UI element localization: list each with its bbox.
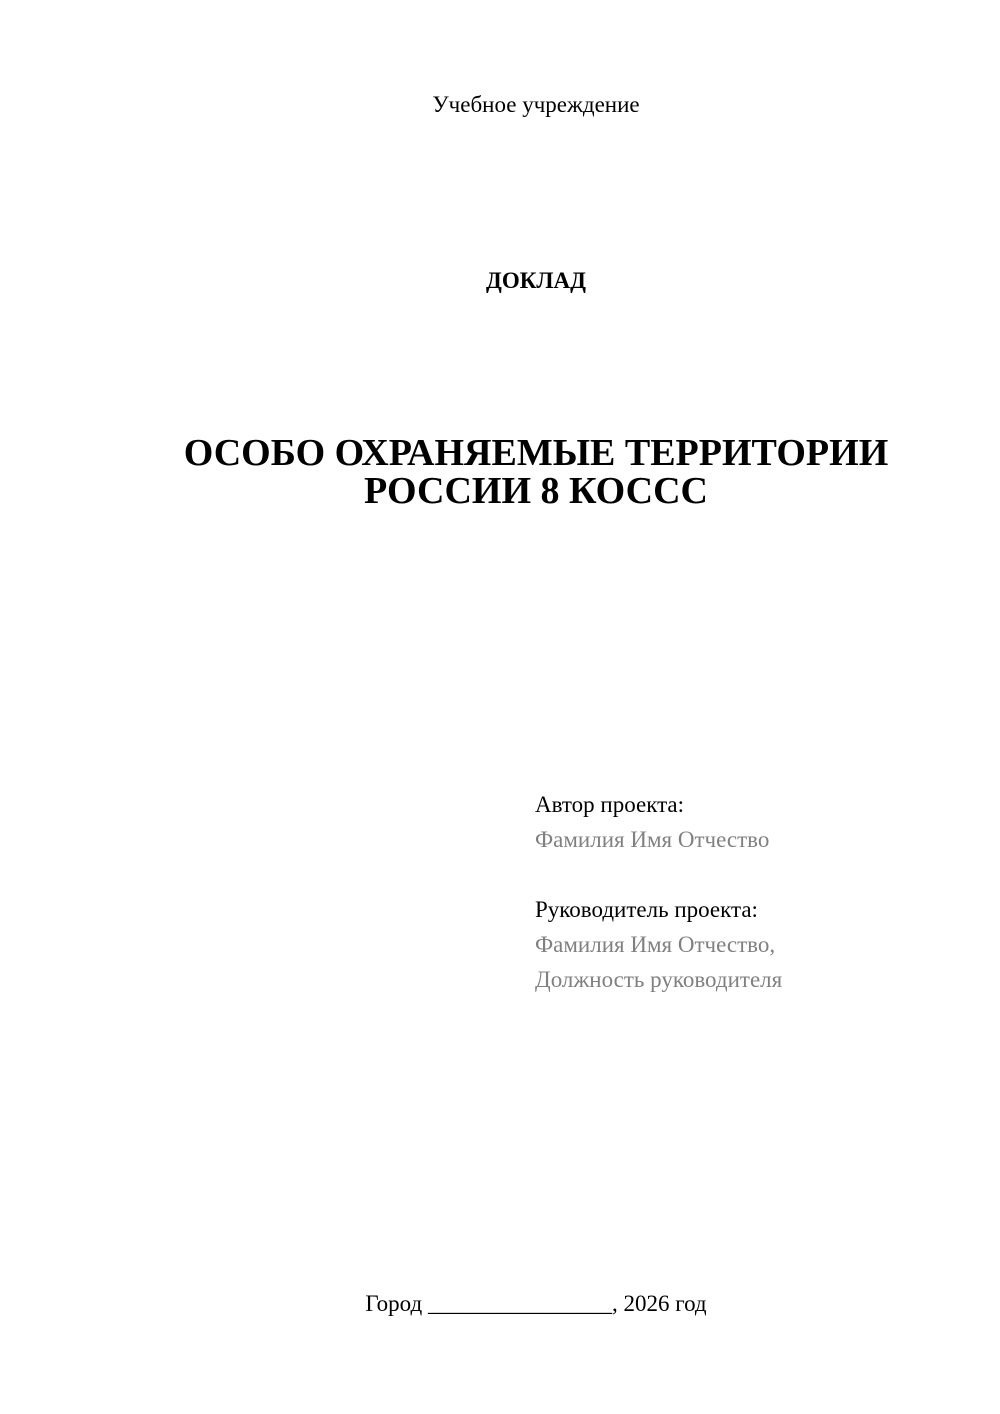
supervisor-name: Фамилия Имя Отчество, <box>535 932 776 957</box>
document-type: ДОКЛАД <box>486 268 586 293</box>
authors-block <box>535 787 975 997</box>
document-title-line-2: РОССИИ 8 КОССС <box>364 470 708 512</box>
author-label: Автор проекта: <box>535 792 684 817</box>
city-year-line: Город ________________, 2026 год <box>365 1291 707 1316</box>
author-name: Фамилия Имя Отчество <box>535 827 770 852</box>
spacer <box>535 857 975 892</box>
document-title <box>100 434 972 510</box>
document-title-line-1: ОСОБО ОХРАНЯЕМЫЕ ТЕРРИТОРИИ <box>183 432 889 474</box>
institution-name: Учебное учреждение <box>432 92 640 117</box>
supervisor-label: Руководитель проекта: <box>535 897 758 922</box>
supervisor-position: Должность руководителя <box>535 967 783 992</box>
